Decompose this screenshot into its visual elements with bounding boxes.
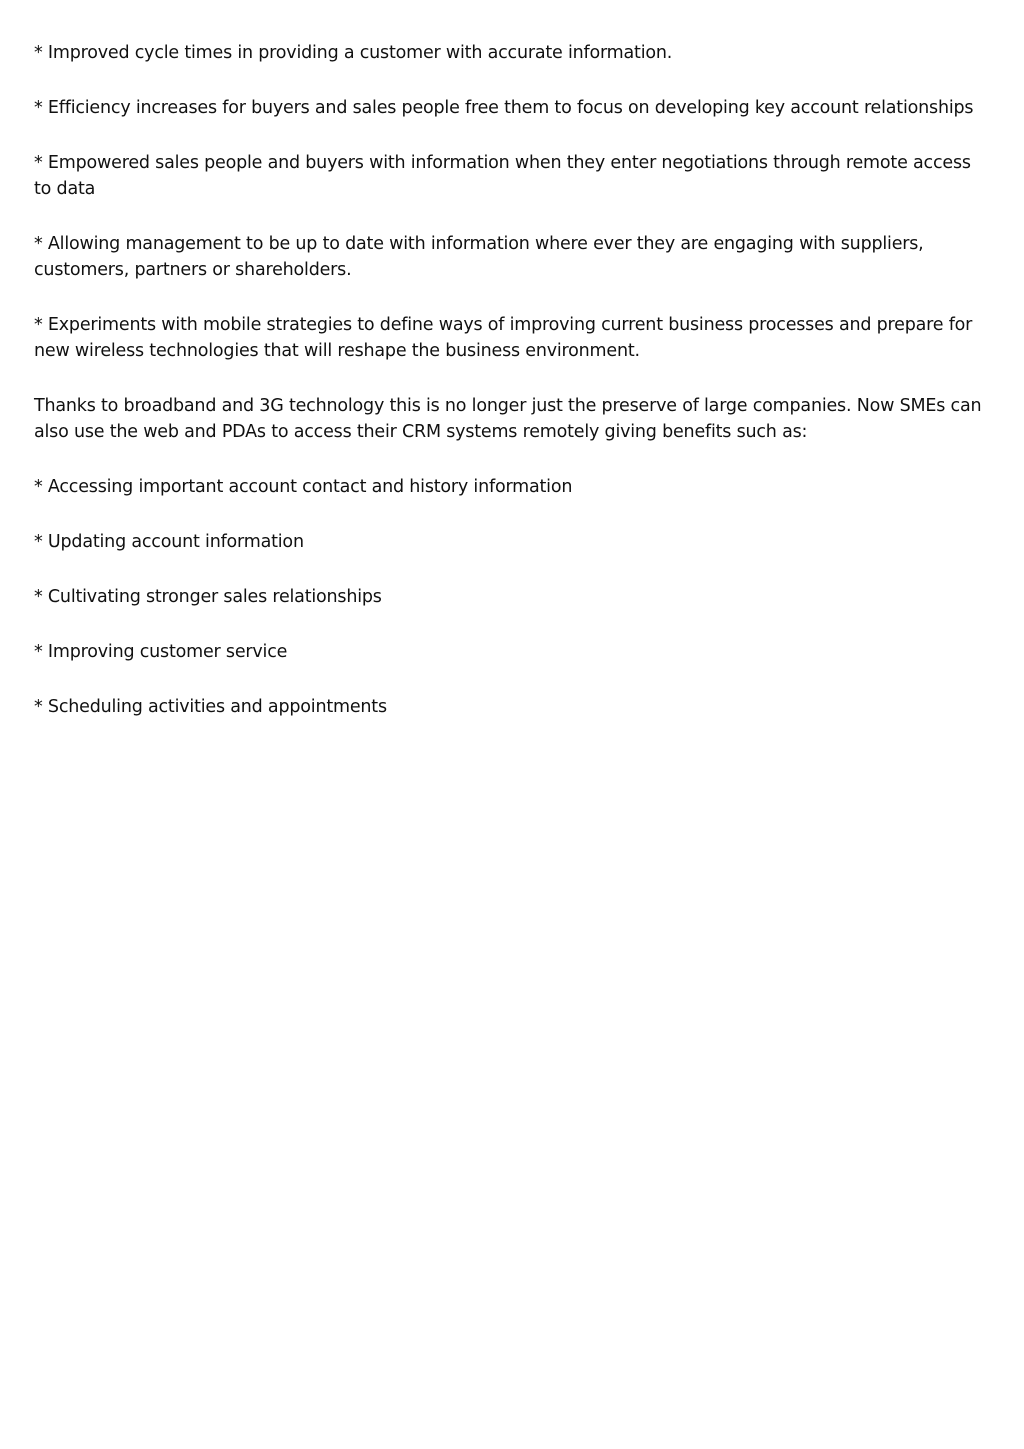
bullet-efficiency-increases: * Efficiency increases for buyers and sales people free them to focus on developing key account relationships xyxy=(34,98,974,118)
bullet-improving-customer-service: * Improving customer service xyxy=(34,642,288,662)
bullet-improved-cycle-times: * Improved cycle times in providing a customer with accurate information. xyxy=(34,43,673,63)
bullet-accessing-account-info: * Accessing important account contact and history information xyxy=(34,477,573,497)
bullet-management-up-to-date: * Allowing management to be up to date with information where ever they are engaging with suppliers, customers, partners or shareholders. xyxy=(34,234,924,280)
document-body xyxy=(34,40,990,749)
bullet-mobile-strategies: * Experiments with mobile strategies to define ways of improving current business processes and prepare for new wireless technologies that will reshape the business environment. xyxy=(34,315,973,361)
bullet-scheduling-activities: * Scheduling activities and appointments xyxy=(34,697,387,717)
bullet-cultivating-relationships: * Cultivating stronger sales relationships xyxy=(34,587,382,607)
paragraph-broadband-3g: Thanks to broadband and 3G technology this is no longer just the preserve of large companies. Now SMEs can also use the web and PDAs to access their CRM systems remotely giving benefits such as: xyxy=(34,396,982,442)
bullet-empowered-sales-people: * Empowered sales people and buyers with information when they enter negotiations through remote access to data xyxy=(34,153,971,199)
bullet-updating-account-info: * Updating account information xyxy=(34,532,304,552)
